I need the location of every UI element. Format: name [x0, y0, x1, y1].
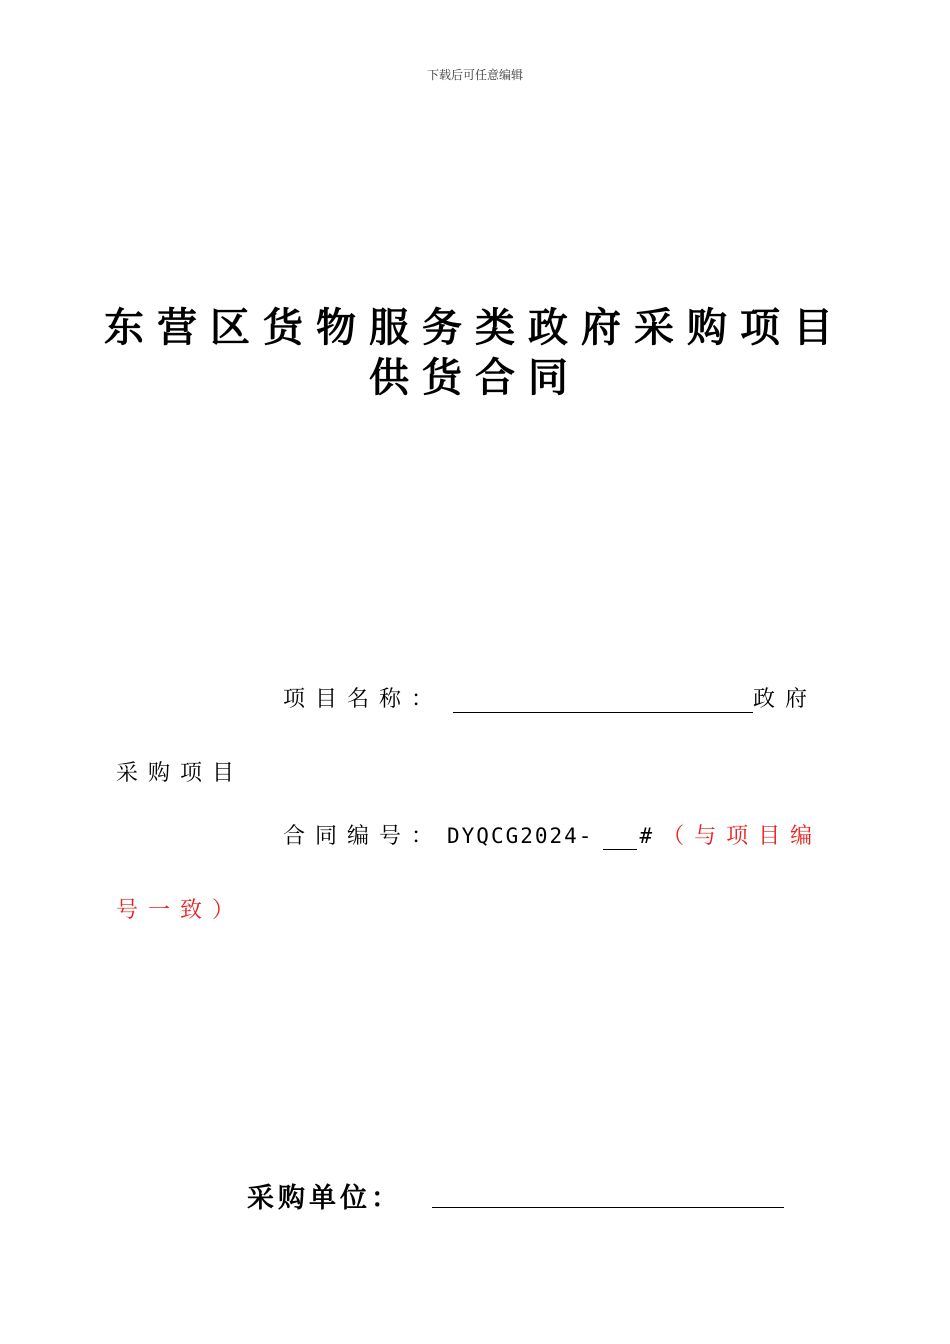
- document-title-line-1: 东营区货物服务类政府采购项目: [104, 305, 846, 351]
- project-name-blank[interactable]: [453, 687, 753, 713]
- contract-number-suffix: #: [639, 824, 655, 848]
- project-name-label: 项目名称：: [283, 687, 444, 712]
- project-name-suffix: 政府: [753, 687, 818, 712]
- purchaser-label: 采购单位：: [247, 1183, 402, 1214]
- contract-number-note-continuation: 号一致）: [116, 898, 245, 923]
- contract-number-prefix: DYQCG2024-: [447, 824, 594, 848]
- purchaser-blank[interactable]: [432, 1207, 784, 1208]
- project-name-row: [283, 682, 817, 713]
- header-note: 下载后可任意编辑: [426, 68, 523, 82]
- project-name-continuation: 采购项目: [116, 761, 245, 786]
- contract-number-note: （与项目编: [662, 824, 823, 849]
- contract-number-label: 合同编号：: [283, 824, 444, 849]
- document-title-line-2: 供货合同: [369, 355, 581, 401]
- contract-number-row: [283, 819, 822, 850]
- contract-number-blank[interactable]: [603, 824, 637, 850]
